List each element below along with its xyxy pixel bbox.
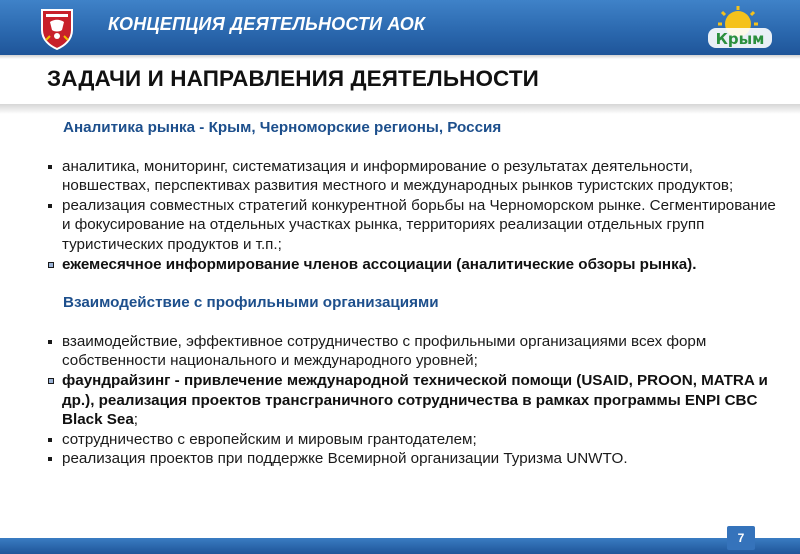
list-item-tail: ; (133, 411, 139, 429)
bullet-list-cooperation (47, 332, 777, 469)
list-item: реализация совместных стратегий конкурентной борьбы на Черноморском рынке. Сегментирование и фокусирование на отдельных участках рынка, территориях реализации отдельных групп туристических продуктов и т.п.; (47, 196, 777, 255)
header-bar (0, 0, 800, 55)
page-title: ЗАДАЧИ И НАПРАВЛЕНИЯ ДЕЯТЕЛЬНОСТИ (47, 66, 539, 91)
list-item: взаимодействие, эффективное сотрудничество с профильными организациями всех форм собственности национального и международного уровней; (47, 332, 777, 371)
crimea-coat-of-arms-icon (38, 6, 76, 50)
krym-sun-logo-icon (700, 4, 778, 54)
content-body (47, 118, 777, 469)
divider (0, 104, 800, 114)
section-title-analytics: Аналитика рынка - Крым, Черноморские регионы, Россия (63, 119, 502, 136)
list-item: аналитика, мониторинг, систематизация и информирование о результатах деятельности, новшествах, перспективах развития местного и международных рынков туристских продуктов; (47, 157, 777, 196)
list-item: сотрудничество с европейским и мировым грантодателем; (47, 430, 777, 450)
page-number: 7 (727, 526, 755, 550)
list-item-bold-text: фаундрайзинг - привлечение международной технической помощи (USAID, PROON, MATRA и др.), реализация проектов трансграничного сотрудничества в рамках программы ENPI CBC Black Sea (62, 371, 768, 429)
list-item: ежемесячное информирование членов ассоциации (аналитические обзоры рынка). (47, 255, 777, 275)
bullet-list-analytics (47, 157, 777, 275)
section-title-cooperation: Взаимодействие с профильными организациями (63, 294, 439, 312)
list-item (47, 371, 777, 430)
footer-bar (0, 538, 800, 554)
list-item: реализация проектов при поддержке Всемирной организации Туризма UNWTO. (47, 449, 777, 469)
header-title: КОНЦЕПЦИЯ ДЕЯТЕЛЬНОСТИ АОК (108, 14, 426, 34)
logo-text: Крым (715, 30, 765, 48)
